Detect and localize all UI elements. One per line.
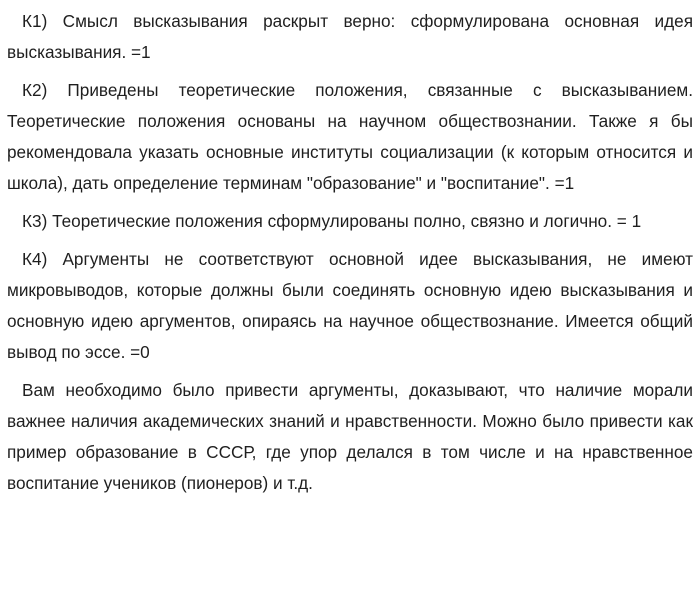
criterion-k3-paragraph: К3) Теоретические положения сформулированы полно, связно и логично. = 1 xyxy=(22,211,642,231)
criterion-k2-paragraph: К2) Приведены теоретические положения, связанные с высказыванием. Теоретические положения основаны на научном обществознании. Также я бы рекомендовала указать основные институты социализации (к которым относится и школа), дать определение терминам "образование" и "воспитание". =1 xyxy=(7,80,693,193)
criterion-k4-paragraph: К4) Аргументы не соответствуют основной идее высказывания, не имеют микровыводов, которые должны были соединять основную идею высказывания и основную идею аргументов, опираясь на научное обществознание. Имеется общий вывод по эссе. =0 xyxy=(7,249,693,362)
recommendation-paragraph: Вам необходимо было привести аргументы, доказывают, что наличие морали важнее наличия академических знаний и нравственности. Можно было привести как пример образование в СССР, где упор делался в том числе и на нравственное воспитание учеников (пионеров) и т.д. xyxy=(7,380,693,493)
criterion-k1-paragraph: К1) Смысл высказывания раскрыт верно: сформулирована основная идея высказывания. =1 xyxy=(7,11,693,62)
